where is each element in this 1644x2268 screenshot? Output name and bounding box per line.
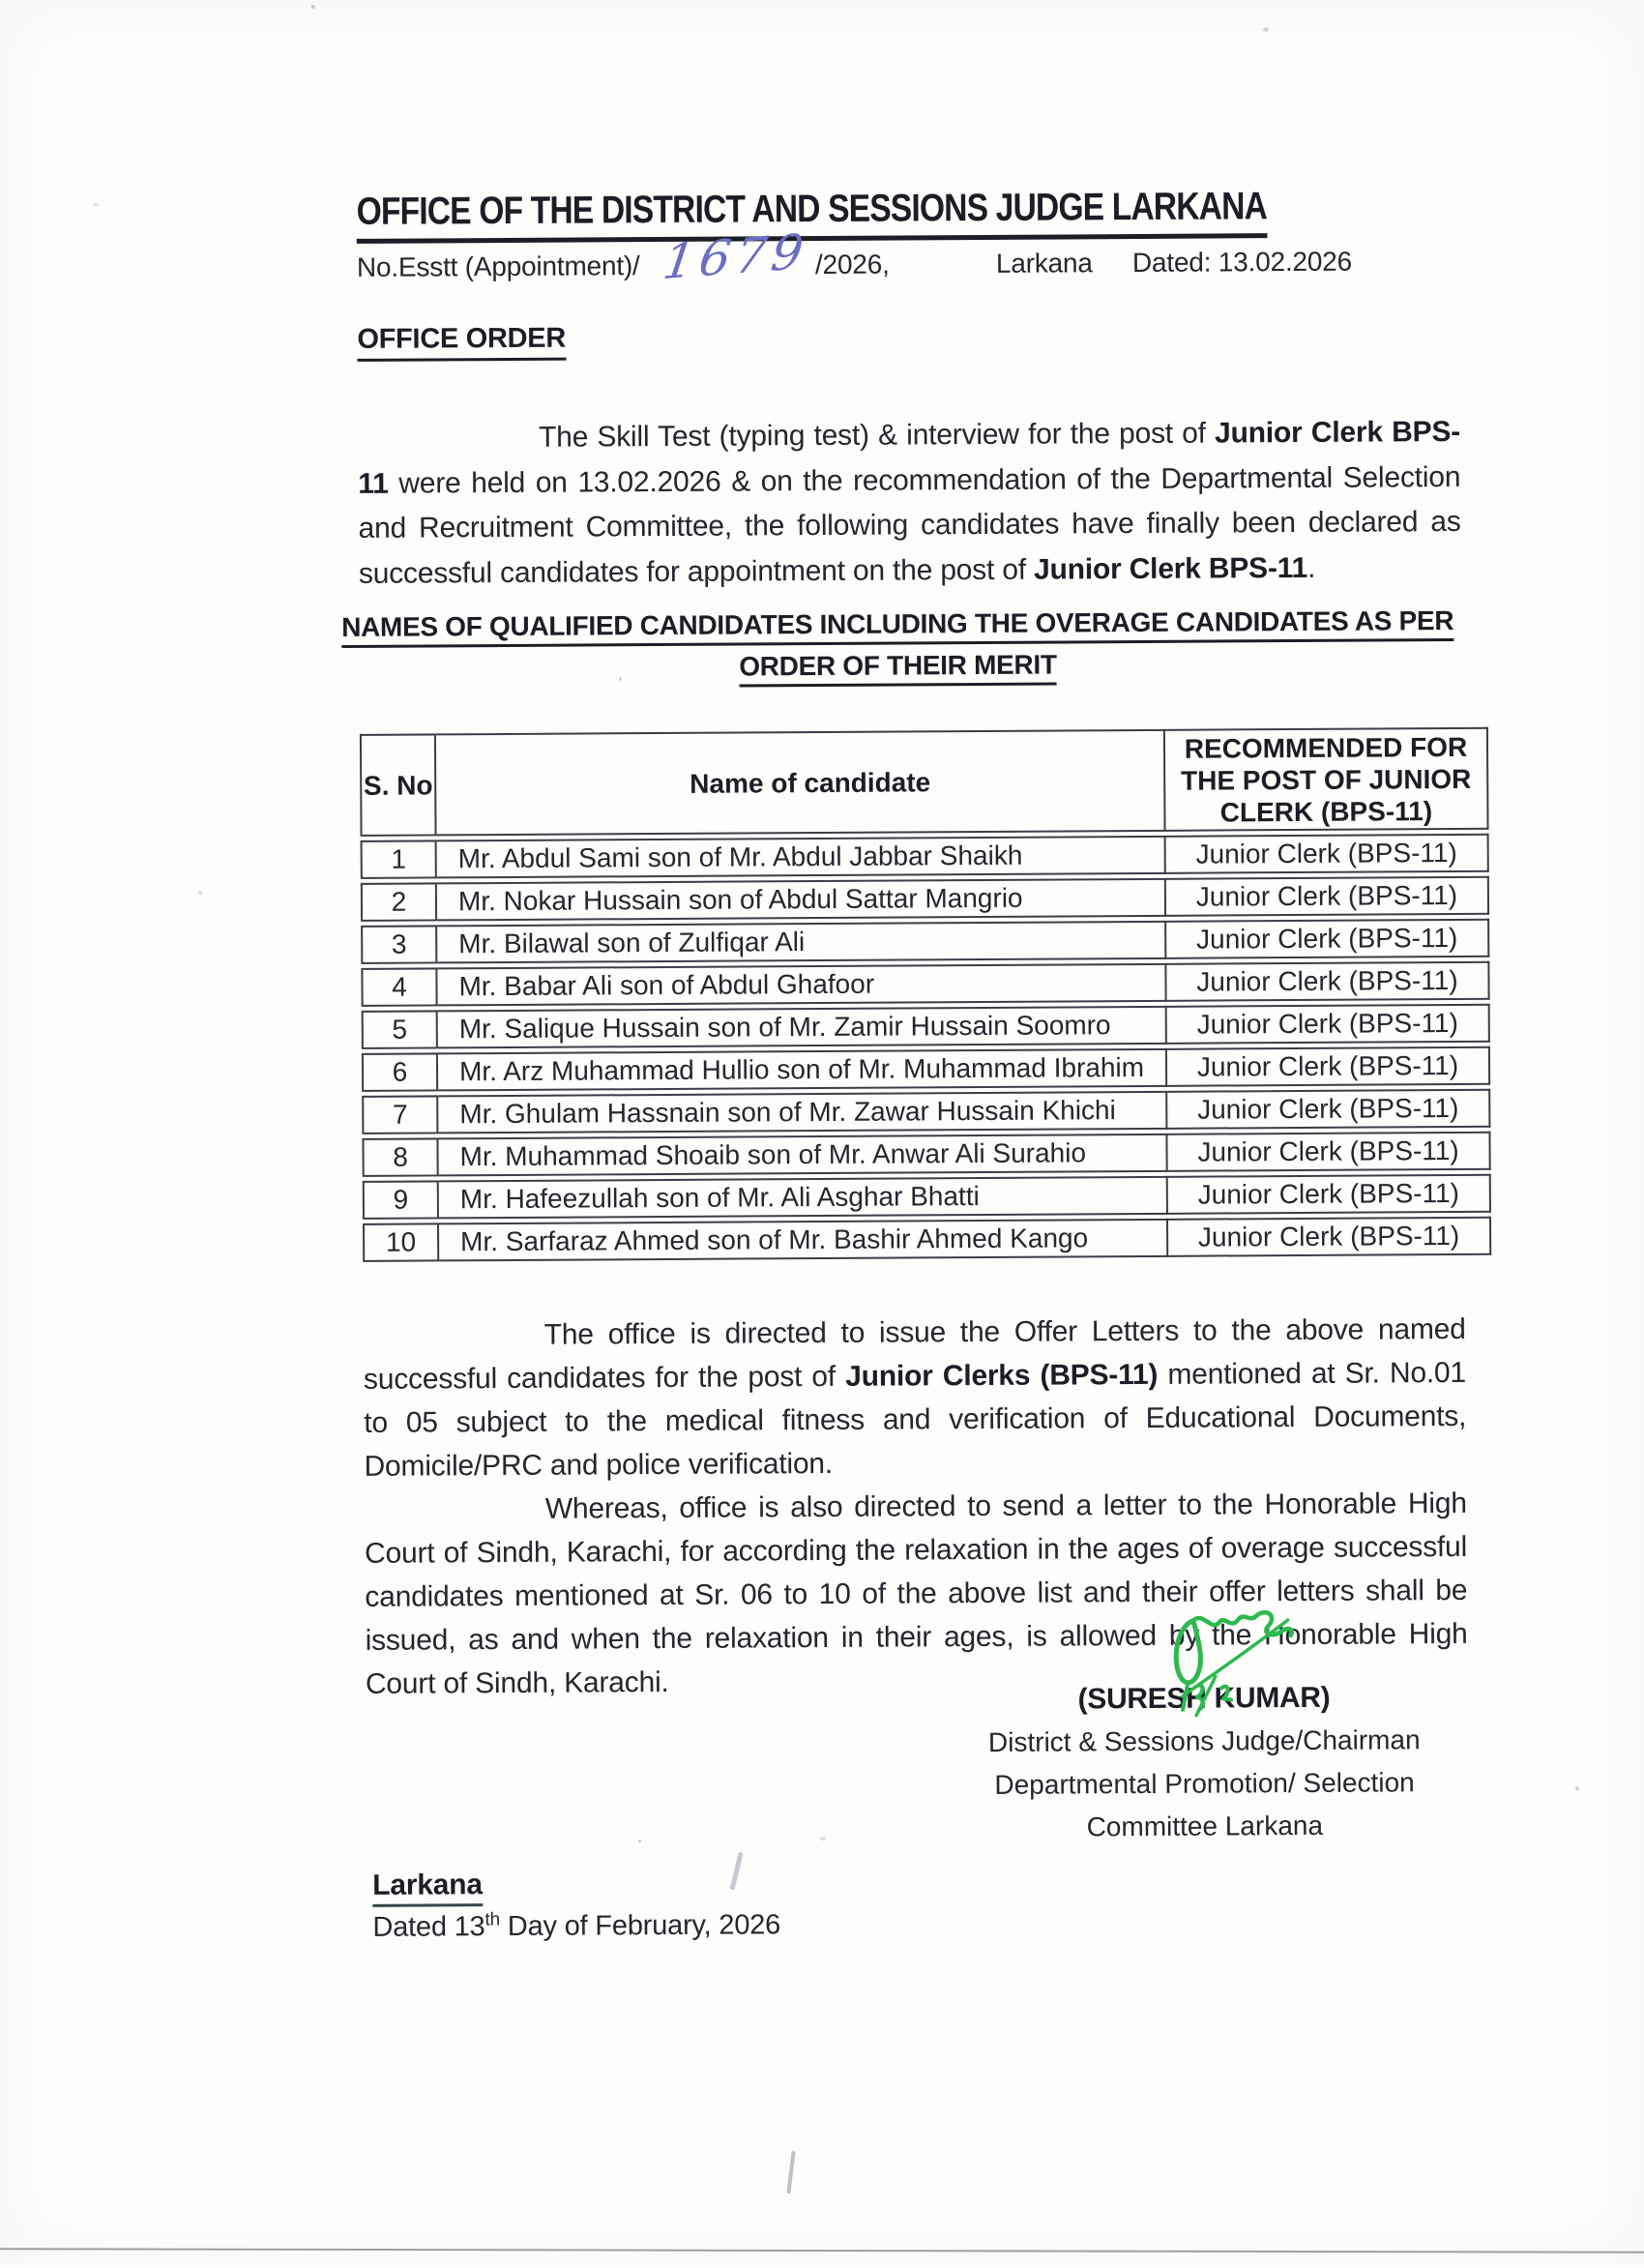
cell-candidate-name: Mr. Abdul Sami son of Mr. Abdul Jabbar Shaikh <box>437 836 1166 879</box>
cell-candidate-name: Mr. Hafeezullah son of Mr. Ali Asghar Bhatti <box>439 1176 1168 1220</box>
cell-candidate-name: Mr. Muhammad Shoaib son of Mr. Anwar Ali Surahio <box>438 1134 1167 1177</box>
merit-heading-line2: ORDER OF THEIR MERIT <box>739 650 1057 688</box>
candidates-table-wrapper <box>360 723 1491 1266</box>
cell-recommended-post: Junior Clerk (BPS-11) <box>1167 1132 1490 1172</box>
cell-recommended-post: Junior Clerk (BPS-11) <box>1167 1004 1490 1045</box>
cell-serial-no: 6 <box>362 1052 438 1091</box>
cell-recommended-post: Junior Clerk (BPS-11) <box>1166 961 1489 1002</box>
signature-ink <box>1160 1606 1316 1733</box>
table-row <box>361 961 1489 1007</box>
cell-serial-no: 3 <box>361 925 437 963</box>
table-row <box>362 1089 1490 1134</box>
reference-line <box>356 222 1479 305</box>
cell-candidate-name: Mr. Nokar Hussain son of Abdul Sattar Mangrio <box>437 878 1166 922</box>
cell-recommended-post: Junior Clerk (BPS-11) <box>1168 1217 1491 1257</box>
issuing-city: Larkana <box>995 248 1093 279</box>
signatory-role-line2: Departmental Promotion/ Selection <box>994 1767 1415 1800</box>
footer-date <box>372 1909 780 1944</box>
header-serial-no: S. No <box>360 733 437 836</box>
cell-candidate-name: Mr. Sarfaraz Ahmed son of Mr. Bashir Ahmed Kango <box>439 1219 1168 1262</box>
table-row <box>361 876 1489 922</box>
cell-recommended-post: Junior Clerk (BPS-11) <box>1166 876 1489 917</box>
cell-recommended-post: Junior Clerk (BPS-11) <box>1167 1046 1490 1087</box>
candidates-table-body <box>361 834 1492 1262</box>
header-recommended-post: RECOMMENDED FOR THE POST OF JUNIOR CLERK (BPS-11) <box>1165 727 1489 832</box>
handwritten-reference-number: 1679 <box>660 222 811 291</box>
cell-candidate-name: Mr. Babar Ali son of Abdul Ghafoor <box>437 963 1166 1007</box>
merit-list-heading <box>327 605 1469 695</box>
reference-year: /2026, <box>814 249 890 280</box>
table-row <box>362 1046 1490 1092</box>
cell-serial-no: 10 <box>363 1222 439 1261</box>
table-row <box>361 834 1489 879</box>
pen-mark-artifact <box>729 1852 743 1891</box>
footer-date-suffix: Day of February, 2026 <box>499 1909 781 1943</box>
issue-date: Dated: 13.02.2026 <box>1131 246 1353 279</box>
signatory-name: (SURESH KUMAR) <box>1077 1681 1331 1716</box>
cell-serial-no: 1 <box>361 839 437 878</box>
footer-date-ordinal: th <box>484 1909 501 1930</box>
cell-serial-no: 7 <box>362 1095 438 1134</box>
cell-serial-no: 2 <box>361 882 437 921</box>
table-row <box>361 919 1489 964</box>
table-row <box>363 1174 1491 1220</box>
cell-recommended-post: Junior Clerk (BPS-11) <box>1166 834 1489 874</box>
age-relaxation-paragraph: Whereas, office is also directed to send a letter to the Honorable High Court of Sindh, Karachi, for according the relaxation in the ages of overage successful candidates mentioned at Sr. 06 to 10 of the above list and their offer letters shall be issued, as and when the relaxation in their ages, is allowed by the Honorable High Court of Sindh, Karachi. <box>364 1487 1468 1700</box>
signatory-role-line1: District & Sessions Judge/Chairman <box>987 1724 1421 1757</box>
cell-recommended-post: Junior Clerk (BPS-11) <box>1166 919 1489 959</box>
table-header-row <box>360 727 1489 837</box>
cell-recommended-post: Junior Clerk (BPS-11) <box>1168 1174 1491 1215</box>
candidates-table <box>360 723 1491 1266</box>
cell-candidate-name: Mr. Salique Hussain son of Mr. Zamir Hussain Soomro <box>438 1006 1167 1049</box>
table-row <box>362 1004 1490 1049</box>
cell-candidate-name: Mr. Ghulam Hassnain son of Mr. Zawar Hussain Khichi <box>438 1091 1167 1134</box>
document-title: OFFICE OF THE DISTRICT AND SESSIONS JUDGE LARKANA <box>356 185 1267 244</box>
cell-serial-no: 5 <box>362 1010 438 1048</box>
intro-paragraph: The Skill Test (typing test) & interview for the post of Junior Clerk BPS-11 were held on 13.02.2026 & on the recommendation of the Departmental Selection and Recruitment Committee, the following candidates have finally been declared as successful candidates for appointment on the post of Junior Clerk BPS-11. <box>358 415 1461 590</box>
table-row <box>363 1217 1491 1262</box>
cell-candidate-name: Mr. Bilawal son of Zulfiqar Ali <box>437 921 1166 964</box>
footer-date-prefix: Dated 13 <box>372 1911 485 1943</box>
office-order-heading: OFFICE ORDER <box>357 323 566 362</box>
merit-heading-line1: NAMES OF QUALIFIED CANDIDATES INCLUDING THE OVERAGE CANDIDATES AS PER <box>341 605 1453 648</box>
cell-candidate-name: Mr. Arz Muhammad Hullio son of Mr. Muhammad Ibrahim <box>438 1048 1167 1092</box>
cell-serial-no: 4 <box>361 967 437 1006</box>
reference-number-prefix: No.Esstt (Appointment)/ <box>356 250 640 282</box>
cell-serial-no: 9 <box>363 1180 439 1219</box>
header-candidate-name: Name of candidate <box>436 729 1166 837</box>
signatory-role-line3: Committee Larkana <box>1086 1810 1324 1842</box>
table-row <box>362 1132 1490 1177</box>
cell-serial-no: 8 <box>362 1137 438 1176</box>
offer-letters-paragraph: The office is directed to issue the Offer Letters to the above named successful candidates for the post of Junior Clerks (BPS-11) mentioned at Sr. No.01 to 05 subject to the medical fitness and verification of Educational Documents, Domicile/PRC and police verification. <box>363 1312 1467 1483</box>
footer-place: Larkana <box>372 1869 483 1907</box>
cell-recommended-post: Junior Clerk (BPS-11) <box>1167 1089 1490 1130</box>
